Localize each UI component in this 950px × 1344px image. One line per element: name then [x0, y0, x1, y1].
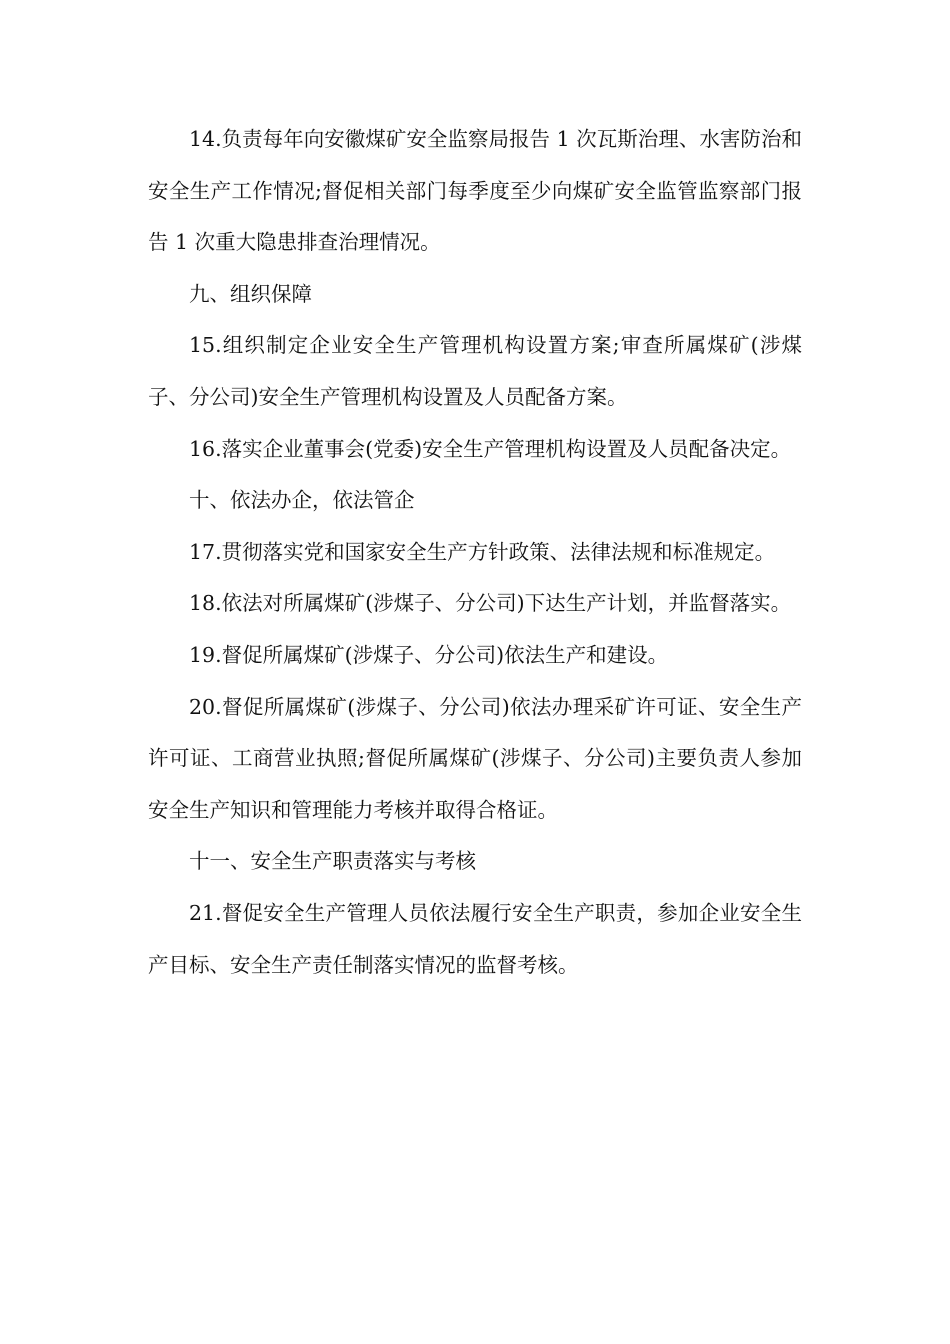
paragraph-item-18: 18.依法对所属煤矿(涉煤子、分公司)下达生产计划，并监督落实。 — [189, 591, 792, 616]
paragraph-item-21: 21.督促安全生产管理人员依法履行安全生产职责，参加企业安全生产目标、安全生产责任制落实情况的监督考核。 — [148, 900, 802, 977]
document-body — [148, 114, 802, 991]
paragraph-item-20: 20.督促所属煤矿(涉煤子、分公司)依法办理采矿许可证、安全生产许可证、工商营业执照;督促所属煤矿(涉煤子、分公司)主要负责人参加安全生产知识和管理能力考核并取得合格证。 — [148, 694, 802, 822]
section-heading-10: 十、依法办企，依法管企 — [189, 488, 415, 513]
section-heading-9: 九、组织保障 — [189, 281, 312, 306]
paragraph-item-19: 19.督促所属煤矿(涉煤子、分公司)依法生产和建设。 — [189, 642, 669, 667]
paragraph-item-16: 16.落实企业董事会(党委)安全生产管理机构设置及人员配备决定。 — [189, 436, 792, 461]
section-heading-11: 十一、安全生产职责落实与考核 — [189, 849, 476, 874]
paragraph-item-14: 14.负责每年向安徽煤矿安全监察局报告 1 次瓦斯治理、水害防治和安全生产工作情况;督促相关部门每季度至少向煤矿安全监管监察部门报告 1 次重大隐患排查治理情况。 — [148, 127, 802, 255]
paragraph-item-17: 17.贯彻落实党和国家安全生产方针政策、法律法规和标准规定。 — [189, 539, 776, 564]
paragraph-item-15: 15.组织制定企业安全生产管理机构设置方案;审查所属煤矿(涉煤子、分公司)安全生产管理机构设置及人员配备方案。 — [148, 333, 802, 409]
